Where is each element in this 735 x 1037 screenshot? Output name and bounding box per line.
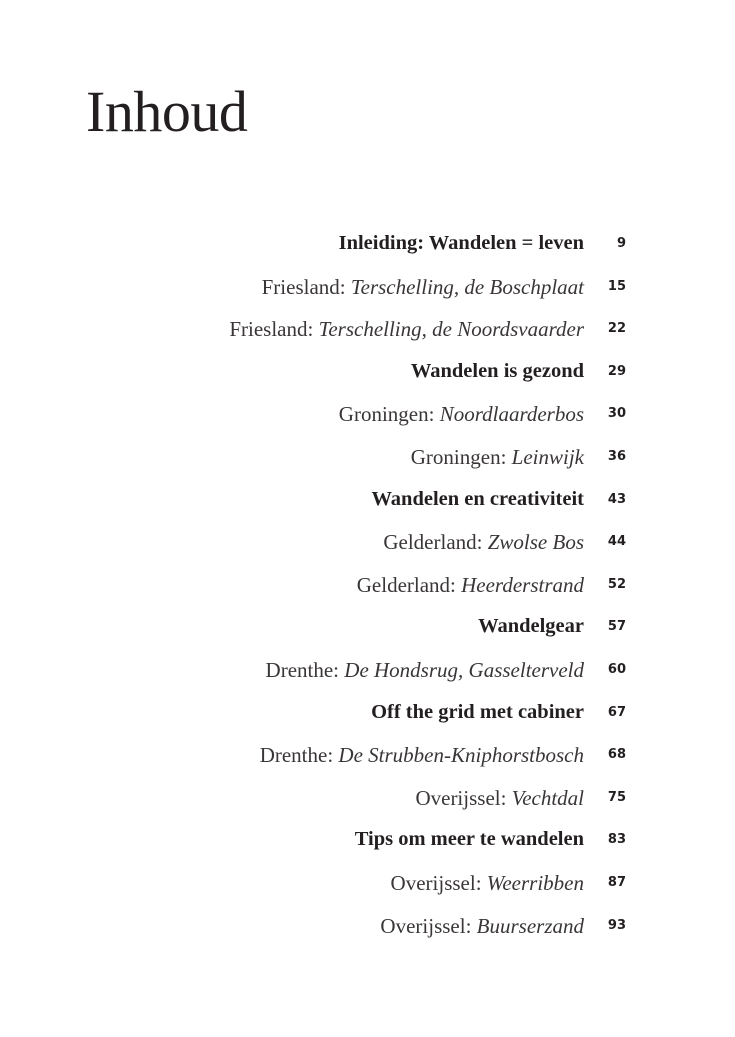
chapter-title: Tips om meer te wandelen [354, 828, 584, 851]
walk-entry [415, 786, 584, 811]
chapter-title: Wandelgear [478, 615, 584, 638]
page-number: 57 [607, 619, 626, 635]
place-name: Weerribben [486, 870, 584, 895]
chapter-title: Wandelen en creativiteit [371, 487, 584, 510]
chapter-title: Off the grid met cabiner [371, 700, 584, 723]
region-label: Groningen: [410, 444, 507, 469]
toc-walk-row[interactable] [0, 445, 735, 488]
toc-walk-row[interactable] [0, 871, 735, 914]
page-title: Inhoud [86, 79, 248, 144]
walk-entry [411, 445, 584, 470]
region-label: Overijssel: [390, 870, 482, 895]
toc-chapter-row[interactable] [0, 232, 735, 275]
walk-entry [260, 743, 584, 768]
page-number: 15 [607, 278, 626, 294]
walk-entry [266, 658, 584, 683]
chapter-title: Inleiding: Wandelen = leven [338, 232, 584, 254]
walk-entry [380, 914, 584, 939]
page-number: 22 [607, 321, 626, 337]
region-label: Gelderland: [356, 572, 456, 597]
place-name: Leinwijk [511, 444, 584, 469]
toc-walk-row[interactable] [0, 275, 735, 318]
toc-walk-row[interactable] [0, 402, 735, 445]
walk-entry [391, 871, 584, 896]
toc-walk-row[interactable] [0, 786, 735, 829]
place-name: Buurserzand [476, 913, 584, 938]
place-name: Terschelling, de Noordsvaarder [318, 317, 584, 342]
table-of-contents [0, 232, 735, 956]
page-number: 44 [607, 534, 626, 550]
walk-entry [339, 402, 584, 427]
page-number: 52 [607, 576, 626, 592]
page-number: 29 [607, 363, 626, 379]
toc-chapter-row[interactable] [0, 488, 735, 531]
toc-chapter-row[interactable] [0, 360, 735, 403]
region-label: Overijssel: [415, 785, 507, 810]
page-number: 9 [616, 236, 626, 251]
page-number: 87 [607, 874, 626, 890]
page-number: 93 [607, 917, 626, 933]
toc-walk-row[interactable] [0, 743, 735, 786]
toc-chapter-row[interactable] [0, 828, 735, 871]
place-name: Zwolse Bos [487, 530, 584, 555]
page-number: 30 [607, 406, 626, 422]
walk-entry [357, 573, 584, 598]
page-number: 60 [607, 661, 626, 677]
toc-chapter-row[interactable] [0, 701, 735, 744]
page-number: 83 [607, 832, 626, 848]
place-name: Heerderstrand [461, 572, 584, 597]
toc-walk-row[interactable] [0, 914, 735, 957]
walk-entry [262, 275, 584, 300]
region-label: Friesland: [261, 274, 346, 299]
place-name: Noordlaarderbos [439, 402, 584, 427]
region-label: Groningen: [338, 402, 435, 427]
region-label: Overijssel: [380, 913, 472, 938]
page-number: 68 [607, 747, 626, 763]
region-label: Friesland: [229, 317, 314, 342]
page-number: 43 [607, 491, 626, 507]
toc-walk-row[interactable] [0, 530, 735, 573]
toc-chapter-row[interactable] [0, 615, 735, 658]
walk-entry [383, 530, 584, 555]
page-number: 75 [607, 789, 626, 805]
chapter-title: Wandelen is gezond [410, 359, 584, 382]
place-name: De Strubben-Kniphorstbosch [338, 743, 584, 768]
toc-walk-row[interactable] [0, 317, 735, 360]
toc-walk-row[interactable] [0, 658, 735, 701]
region-label: Drenthe: [265, 657, 340, 682]
place-name: De Hondsrug, Gasselterveld [344, 657, 584, 682]
region-label: Drenthe: [259, 743, 334, 768]
place-name: Terschelling, de Boschplaat [350, 274, 584, 299]
page-number: 67 [607, 704, 626, 720]
region-label: Gelderland: [383, 530, 483, 555]
place-name: Vechtdal [511, 785, 584, 810]
page-number: 36 [607, 448, 626, 464]
walk-entry [229, 317, 584, 342]
toc-walk-row[interactable] [0, 573, 735, 616]
